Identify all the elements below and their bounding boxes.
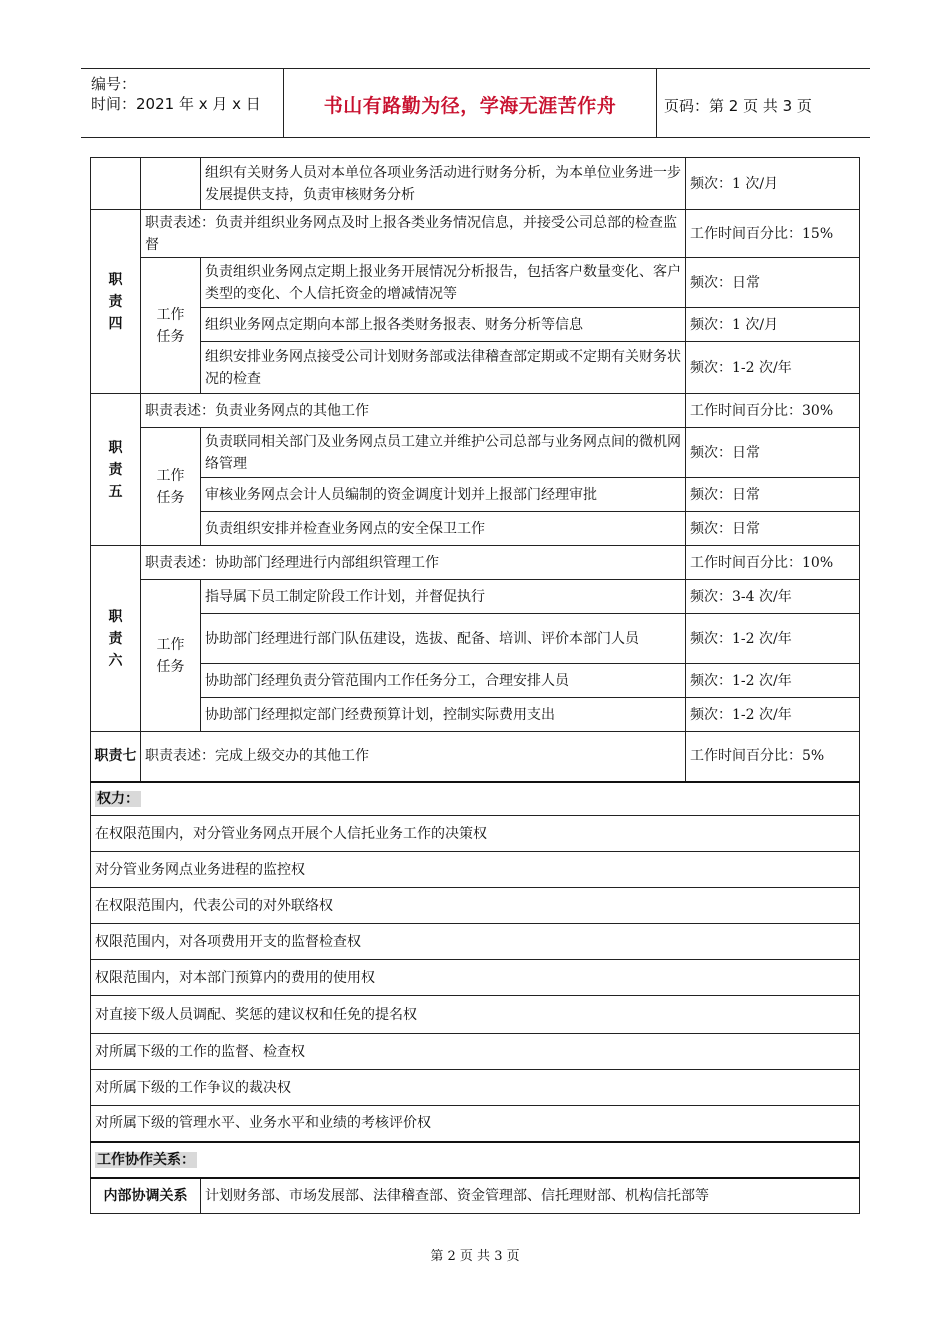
table-row [91,478,860,512]
table-row [91,394,860,428]
duty-label-cell [91,158,141,210]
list-item [91,1070,860,1106]
table-row [91,732,860,782]
task-frequency: 频次：1-2 次/年 [686,342,860,394]
page-number: 页码：第 2 页 共 3 页 [664,97,812,115]
list-item [91,1106,860,1142]
duty-label: 职责五 [91,394,141,546]
list-item [91,888,860,924]
table-row [91,782,860,816]
doc-date: 时间：2021 年 x 月 x 日 [91,95,261,113]
duty-description: 职责表述：负责并组织业务网点及时上报各类业务情况信息，并接受公司总部的检查监督 [141,210,686,258]
internal-relation-value: 计划财务部、市场发展部、法律稽查部、资金管理部、信托理财部、机构信托部等 [201,1178,860,1214]
table-row [91,258,860,308]
table-row [91,580,860,614]
table-row [91,308,860,342]
task-text: 审核业务网点会计人员编制的资金调度计划并上报部门经理审批 [201,478,686,512]
table-row [91,342,860,394]
duty-label: 职责七 [91,732,141,782]
duty-label: 职责六 [91,546,141,732]
task-text: 指导属下员工制定阶段工作计划，并督促执行 [201,580,686,614]
page-footer: 第 2 页 共 3 页 [430,1249,520,1264]
duty-label: 职责四 [91,210,141,394]
relations-heading: 工作协作关系： [91,1142,860,1178]
task-frequency: 频次：1-2 次/年 [686,614,860,664]
task-frequency: 频次：日常 [686,428,860,478]
list-item [91,1034,860,1070]
header-meta [81,69,283,137]
task-text: 组织有关财务人员对本单位各项业务活动进行财务分析，为本单位业务进一步发展提供支持，负责审核财务分析 [201,158,686,210]
task-text: 组织安排业务网点接受公司计划财务部或法律稽查部定期或不定期有关财务状况的检查 [201,342,686,394]
task-label-cell [141,158,201,210]
task-text: 协助部门经理进行部门队伍建设，选拔、配备、培训、评价本部门人员 [201,614,686,664]
duty-percentage: 工作时间百分比：30% [686,394,860,428]
list-item [91,996,860,1034]
doc-code: 编号： [91,75,137,93]
power-item: 对所属下级的工作争议的裁决权 [91,1070,860,1106]
table-row [91,1142,860,1178]
power-item: 对分管业务网点业务进程的监控权 [91,852,860,888]
table-row [91,512,860,546]
table-row [91,428,860,478]
power-item: 对所属下级的管理水平、业务水平和业绩的考核评价权 [91,1106,860,1142]
task-label: 工作任务 [141,258,201,394]
power-item: 对直接下级人员调配、奖惩的建议权和任免的提名权 [91,996,860,1034]
table-row [91,664,860,698]
duty-table [90,157,860,1214]
task-label: 工作任务 [141,428,201,546]
power-item: 权限范围内，对各项费用开支的监督检查权 [91,924,860,960]
duty-percentage: 工作时间百分比：10% [686,546,860,580]
list-item [91,960,860,996]
motto: 书山有路勤为径，学海无涯苦作舟 [323,95,617,117]
task-frequency: 频次：1 次/月 [686,308,860,342]
internal-relation-label: 内部协调关系 [91,1178,201,1214]
table-row [91,1178,860,1214]
task-frequency: 频次：1 次/月 [686,158,860,210]
header-motto-cell [283,69,657,137]
table-row [91,614,860,664]
task-text: 协助部门经理负责分管范围内工作任务分工，合理安排人员 [201,664,686,698]
duty-percentage: 工作时间百分比：5% [686,732,860,782]
task-text: 负责联同相关部门及业务网点员工建立并维护公司总部与业务网点间的微机网络管理 [201,428,686,478]
table-row [91,546,860,580]
power-item: 对所属下级的工作的监督、检查权 [91,1034,860,1070]
task-text: 组织业务网点定期向本部上报各类财务报表、财务分析等信息 [201,308,686,342]
duty-description: 职责表述：协助部门经理进行内部组织管理工作 [141,546,686,580]
list-item [91,924,860,960]
task-frequency: 频次：3-4 次/年 [686,580,860,614]
task-frequency: 频次：日常 [686,478,860,512]
task-text: 负责组织安排并检查业务网点的安全保卫工作 [201,512,686,546]
page-header [81,68,870,138]
header-page-cell [656,69,870,137]
task-frequency: 频次：1-2 次/年 [686,698,860,732]
powers-heading: 权力： [91,782,860,816]
task-text: 负责组织业务网点定期上报业务开展情况分析报告，包括客户数量变化、客户类型的变化、个人信托资金的增减情况等 [201,258,686,308]
task-frequency: 频次：日常 [686,512,860,546]
power-item: 权限范围内，对本部门预算内的费用的使用权 [91,960,860,996]
duty-percentage: 工作时间百分比：15% [686,210,860,258]
task-label: 工作任务 [141,580,201,732]
power-item: 在权限范围内，代表公司的对外联络权 [91,888,860,924]
table-row [91,210,860,258]
list-item [91,816,860,852]
task-text: 协助部门经理拟定部门经费预算计划，控制实际费用支出 [201,698,686,732]
list-item [91,852,860,888]
power-item: 在权限范围内，对分管业务网点开展个人信托业务工作的决策权 [91,816,860,852]
task-frequency: 频次：1-2 次/年 [686,664,860,698]
duty-description: 职责表述：负责业务网点的其他工作 [141,394,686,428]
table-row [91,698,860,732]
duty-description: 职责表述：完成上级交办的其他工作 [141,732,686,782]
table-row [91,158,860,210]
task-frequency: 频次：日常 [686,258,860,308]
